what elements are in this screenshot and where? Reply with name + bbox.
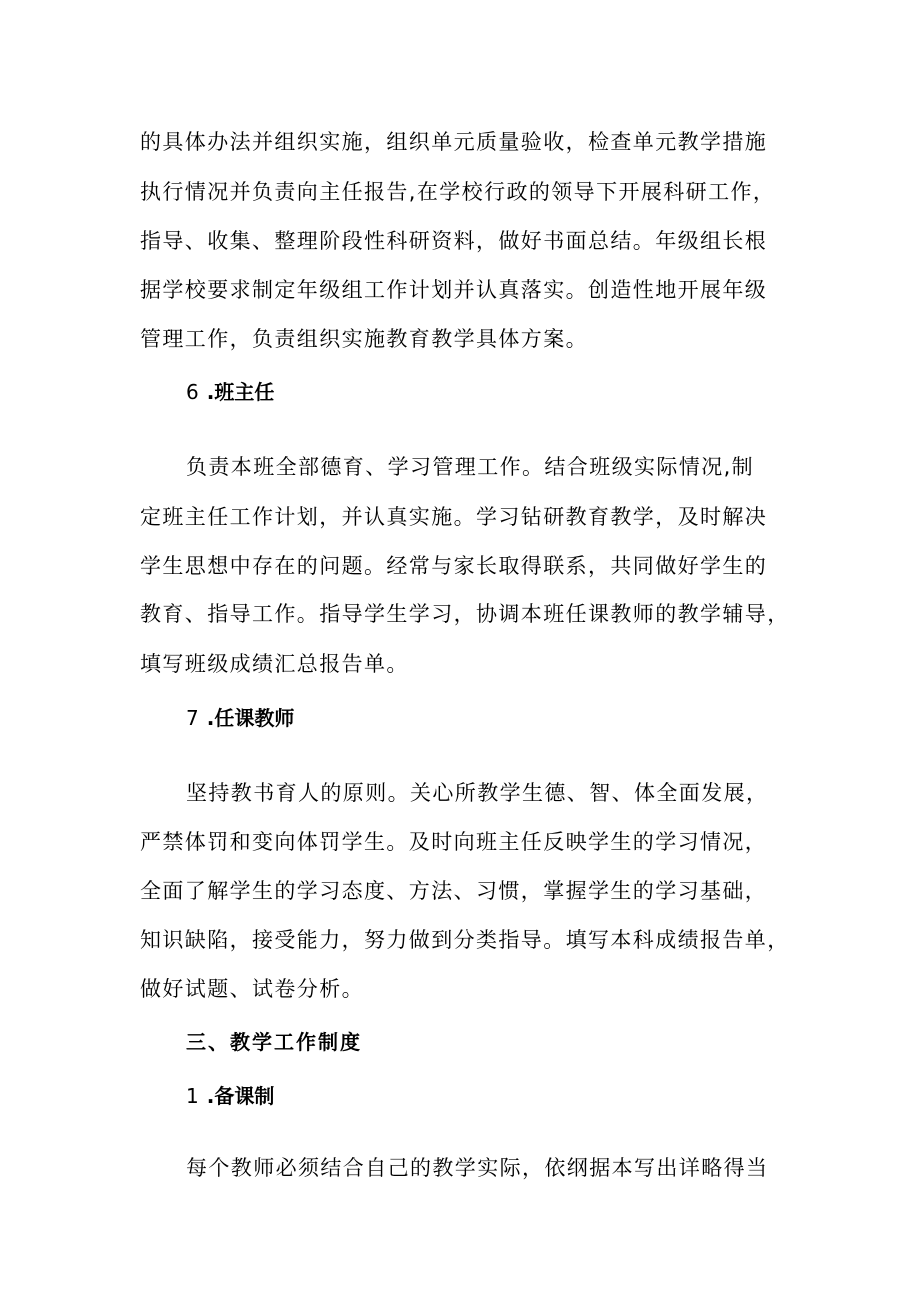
paragraph-line: 严禁体罚和变向体罚学生。及时向班主任反映学生的学习情况， [140,830,768,854]
paragraph-line: 的具体办法并组织实施，组织单元质量验收，检查单元教学措施 [140,130,768,154]
paragraph-line: 负责本班全部德育、学习管理工作。结合班级实际情况,制 [186,455,755,479]
paragraph-line: 做好试题、试卷分析。 [140,977,364,1001]
paragraph-line: 教育、指导工作。指导学生学习，协调本班任课教师的教学辅导， [140,602,790,626]
heading-number: 6 [186,380,199,404]
paragraph-line: 填写班级成绩汇总报告单。 [140,652,409,676]
heading-number: 7 [186,706,199,730]
paragraph-line: 指导、收集、整理阶段性科研资料，做好书面总结。年级组长根 [140,229,768,253]
paragraph-line: 定班主任工作计划，并认真实施。学习钻研教育教学，及时解决 [140,505,768,529]
paragraph-line: 据学校要求制定年级组工作计划并认真落实。创造性地开展年级 [140,278,768,302]
heading-class-teacher [186,377,274,407]
heading-subject-teacher [186,703,294,733]
paragraph-line: 执行情况并负责向主任报告,在学校行政的领导下开展科研工作， [140,180,776,204]
heading-title: .备课制 [206,1084,275,1108]
paragraph-line: 坚持教书育人的原则。关心所教学生德、智、体全面发展， [186,781,769,805]
heading-lesson-prep [186,1081,274,1111]
heading-title: .任课教师 [206,706,295,730]
heading-title: .班主任 [206,380,275,404]
section-heading-teaching-system: 三、教学工作制度 [186,1030,362,1054]
paragraph-line: 管理工作，负责组织实施教育教学具体方案。 [140,327,588,351]
paragraph-line: 知识缺陷，接受能力，努力做到分类指导。填写本科成绩报告单， [140,928,790,952]
paragraph-line: 每个教师必须结合自己的教学实际，依纲据本写出详略得当 [186,1156,769,1180]
heading-number: 1 [186,1084,199,1108]
paragraph-line: 学生思想中存在的问题。经常与家长取得联系，共同做好学生的 [140,554,768,578]
paragraph-line: 全面了解学生的学习态度、方法、习惯，掌握学生的学习基础， [140,879,768,903]
